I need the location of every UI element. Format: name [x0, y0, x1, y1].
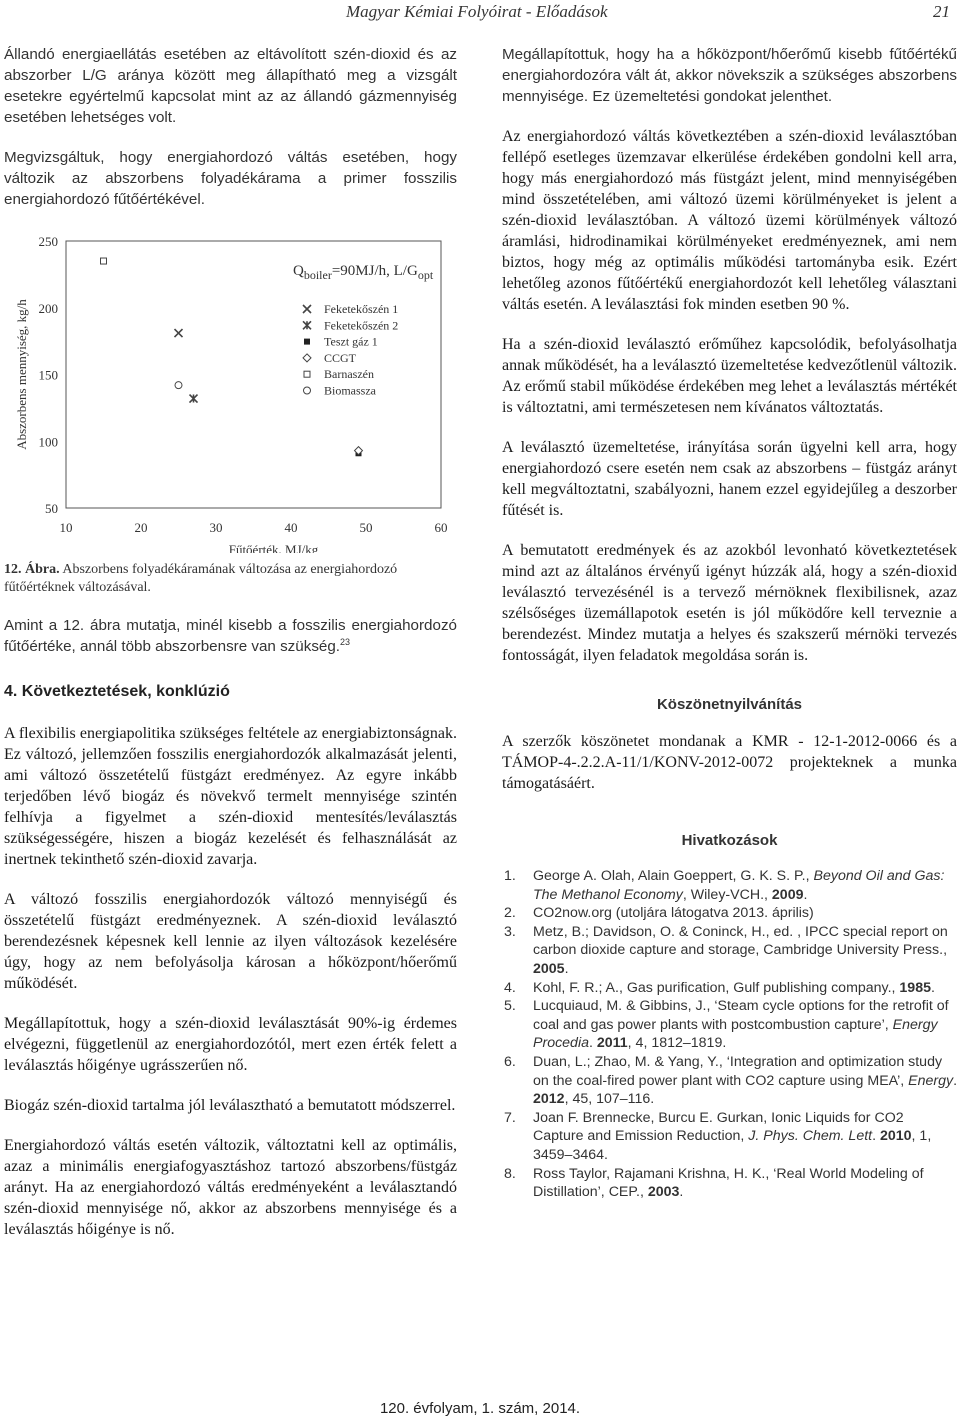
- legend-label: Teszt gáz 1: [324, 334, 378, 349]
- right-paragraph-2: Az energiahordozó váltás következtében a szén-dioxid leválasztóban fellépő esetleges üzemzavar elkerülése érdekében gondolni kell arra, hogy más energiahordozó más füstgázt jelent, mind mennyiségében mind összetételében, ami változó üzemi körülményeket is jelent a szén-dioxid leválasztóban. A változó üzemi körülmények változó áramlási, hidrodinamikai körülményeket eredményeznek, ami nem biztos, hogy még az optimális működési tartományba esik. Ezért lehetőleg azonos fűtőértékű energiahordozót kell lehetőleg választani váltás esetén. A leválasztási fok minden esetben 90 %.: [502, 128, 957, 313]
- right-column: [502, 44, 957, 1202]
- left-paragraph-6: Megállapítottuk, hogy a szén-dioxid leválasztását 90%-ig érdemes elvégezni, függetlenül az energiahordozótól, mert ezen érték felett a leválasztás hőigénye ugrásszerűen nő.: [4, 1015, 457, 1074]
- left-paragraph-5: A változó fosszilis energiahordozók változó mennyiségű és összetételű füstgázt eredményeznek. A szén-dioxid leválasztó berendezésnek képesnek kell lennie az ilyen változások kezelésére úgy, hogy az nem befolyásolja károsan a hőközpont/hőerőmű működését.: [4, 891, 457, 992]
- references-title: Hivatkozások: [681, 832, 778, 849]
- caption-label: 12. Ábra.: [4, 562, 60, 577]
- right-paragraph-3: Ha a szén-dioxid leválasztó erőműhez kapcsolódik, befolyásolhatja annak működését, ha a leválasztó üzemeltetése kedvezőtlenül változik. Az erőmű stabil működése érdekében meg lehet a leválasztás mértékét is változtatni, ami természetesen nem kívánatos változtatás.: [502, 336, 957, 416]
- y-tick-label: 50: [45, 501, 58, 516]
- x-tick-label: 40: [284, 520, 298, 535]
- left-paragraph-8: Energiahordozó váltás esetén változik, változtatni kell az optimális, azaz a minimális energiafogyasztáshoz tartozó abszorbens/füstgáz arányt. Ha az energiahordozó váltás eredményeként a leválasztandó szén-dioxid mennyisége nő, akkor az abszorbens mennyisége és a leválasztás hőigénye is nő.: [4, 1137, 457, 1238]
- legend-marker: [304, 371, 310, 377]
- reference-item: 6. Duan, L.; Zhao, M. & Yang, Y., ‘Integration and optimization study on the coal-fired power plant with CO2 capture using MEA’, Energy. 2012, 45, 107–116.: [504, 1053, 958, 1108]
- legend-marker: [304, 339, 310, 345]
- left-paragraph-2: Megvizsgáltuk, hogy energiahordozó váltás esetében, hogy változik az abszorbens folyadékárama a primer fosszilis energiahordozó fűtőértékével.: [4, 149, 457, 208]
- reference-item: 5. Lucquiaud, M. & Gibbins, J., ‘Steam cycle options for the retrofit of coal and gas power plants with postcombustion capture’, Energy Procedia. 2011, 4, 1812–1819.: [504, 998, 949, 1052]
- acknowledgement-text: A szerzők köszönetet mondanak a KMR - 12-1-2012-0066 és a TÁMOP-4-.2.2.A-11/1/KONV-2012-0072 projekteknek a munka támogatásáért.: [502, 733, 957, 792]
- section-title: 4. Következtetések, konklúzió: [4, 683, 230, 700]
- references-list: [502, 867, 957, 1202]
- x-tick-label: 50: [359, 520, 373, 535]
- chart-title-part: Q: [293, 263, 304, 279]
- acknowledgement-title: Köszönetnyilvánítás: [656, 696, 803, 713]
- left-paragraph-7: Biogáz szén-dioxid tartalma jól leválasztható a bemutatott módszerrel.: [4, 1097, 456, 1114]
- legend-label: Feketekőszén 1: [324, 302, 399, 316]
- reference-number: 7.: [504, 1109, 516, 1126]
- figure-caption: [4, 561, 457, 597]
- legend-label: Biomassza: [324, 383, 376, 398]
- left-paragraph-3: [4, 615, 457, 657]
- chart-title-part: boiler: [303, 268, 332, 282]
- reference-number: 4.: [504, 979, 516, 996]
- reference-item: 2. CO2now.org (utoljára látogatva 2013. április): [504, 905, 814, 922]
- y-tick-label: 100: [38, 434, 58, 450]
- data-point: [101, 258, 107, 264]
- chart-svg: [4, 223, 456, 553]
- reference-number: 2.: [504, 905, 516, 922]
- reference-mark: 23: [340, 636, 351, 647]
- page-footer: 120. évfolyam, 1. szám, 2014.: [379, 1400, 581, 1417]
- y-tick-label: 150: [38, 367, 58, 383]
- caption-text: Abszorbens folyadékáramának változása az energiahordozó fűtőértéknek változásával.: [4, 562, 398, 595]
- right-paragraph-5: A bemutatott eredmények és az azokból levonható következtetések mind azt az általános érvényű igényt húzzák alá, hogy a szén-dioxid leválasztó tervezésénél is a tervező mérnöknek flexibilisnek, azaz szélsőséges üzemállapotok esetén is jól működőre kell terveznie a berendezést. Mindez mutatja a helyes és szakszerű mérnöki tervezés fontosságát, ilyen feladatok megoldása során is.: [502, 542, 957, 664]
- reference-number: 8.: [504, 1165, 516, 1182]
- legend-label: Feketekőszén 2: [324, 318, 399, 333]
- reference-item: 8. Ross Taylor, Rajamani Krishna, H. K., ‘Real World Modeling of Distillation’, CEP., 2003.: [504, 1165, 924, 1201]
- legend-label: Barnaszén: [324, 367, 374, 382]
- right-paragraph-1: Megállapítottuk, hogy ha a hőközpont/hőerőmű kisebb fűtőértékű energiahordozóra vált át, akkor növekszik a szükséges abszorbens mennyisége. Ez üzemeltetési gondokat jelenthet.: [502, 46, 957, 105]
- x-axis-label: Fűtőérték, MJ/kg: [228, 542, 319, 553]
- x-tick-label: 20: [134, 520, 148, 535]
- left-paragraph-4: A flexibilis energiapolitika szükséges feltétele az energiabiztonságnak. Ez változó, jellemzően fosszilis energiahordozók alkalmazását jelenti, ami változó összetételű füstgázt eredményez. Az egyre inkább terjedőben lévő biogáz és növekvő termelt mennyisége szintén felhívja a figyelmet a szén-dioxid mentesítés/leválasztás szükségességére, hiszen a biogáz kezelését és felhasználását az inertnek tekinthető szén-dioxid zavarja.: [4, 725, 457, 868]
- x-tick-label: 10: [59, 520, 73, 535]
- page-number: 21: [933, 2, 950, 21]
- reference-number: 1.: [504, 868, 516, 884]
- reference-number: 3.: [504, 923, 516, 940]
- x-tick-label: 30: [209, 520, 223, 535]
- y-tick-label: 250: [38, 234, 58, 249]
- chart-title-part: =90MJ/h, L/G: [331, 263, 418, 279]
- right-paragraph-4: A leválasztó üzemeltetése, irányítása során ügyelni kell arra, hogy energiahordozó csere esetén nem csak az abszorbens – füstgáz arányt kell megváltoztatni, szabályozni, hanem ezzel egyidejűleg a deszorber fűtését is.: [502, 439, 957, 519]
- chart-title-part: opt: [417, 268, 434, 282]
- y-axis-label: Abszorbens mennyiség, kg/h: [14, 299, 29, 450]
- reference-number: 6.: [504, 1053, 516, 1070]
- reference-item: 7. Joan F. Brennecke, Burcu E. Gurkan, Ionic Liquids for CO2 Capture and Emission Reduction, J. Phys. Chem. Lett. 2010, 1, 3459–3464.: [504, 1109, 932, 1163]
- reference-number: 5.: [504, 998, 516, 1015]
- reference-item: 3. Metz, B.; Davidson, O. & Coninck, H., ed. , IPCC special report on carbon dioxide capture and storage, Cambridge University Press., 2005.: [504, 923, 948, 977]
- left-paragraph-3-text: Amint a 12. ábra mutatja, minél kisebb a fosszilis energiahordozó fűtőértéke, annál több abszorbensre van szükség.: [4, 617, 457, 655]
- reference-item: 4. Kohl, F. R.; A., Gas purification, Gulf publishing company., 1985.: [504, 979, 935, 996]
- reference-item: 1. George A. Olah, Alain Goeppert, G. K. S. P., Beyond Oil and Gas: The Methanol Economy, Wiley-VCH., 2009.: [504, 868, 945, 903]
- legend-label: CCGT: [324, 350, 357, 365]
- y-tick-label: 200: [38, 300, 58, 316]
- left-column: [4, 44, 457, 1240]
- left-paragraph-1: Állandó energiaellátás esetében az eltávolított szén-dioxid és az abszorber L/G aránya között meg állapítható meg a vizsgált esetekre egyértelmű kapcsolat mint az az állandó gázmennyiség esetében lehetséges volt.: [4, 46, 457, 126]
- journal-header: Magyar Kémiai Folyóirat - Előadások: [346, 2, 608, 21]
- x-tick-label: 60: [434, 520, 448, 535]
- scatter-chart: [4, 223, 456, 553]
- legend-marker: [304, 387, 311, 394]
- data-point: [175, 382, 182, 389]
